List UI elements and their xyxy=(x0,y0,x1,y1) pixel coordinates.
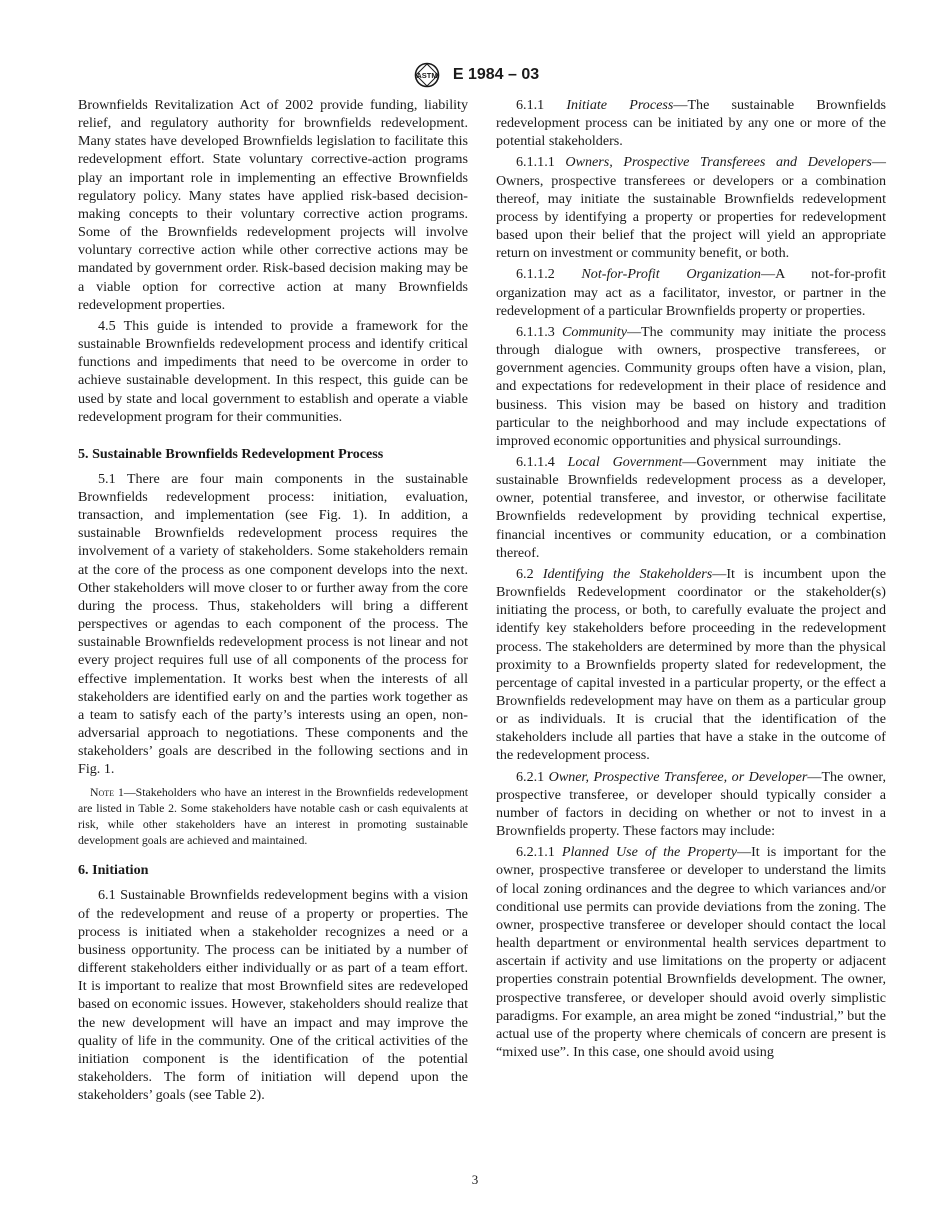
clause-title: Owners, Prospective Transferees and Developers xyxy=(565,154,872,171)
paragraph-6-1-1-3 xyxy=(496,323,886,450)
clause-text: —It is important for the owner, prospective transferee or developer to understand the limits of local zoning ordinances and the degree to which variances and/or conditional use permits can provide deviations from the zoning. The owner, prospective transferee or developer should contact the local health department or environmental health services department to ascertain if activity and use limitations on the property or adjacent properties constrain potential Brownfields development. The owner, prospective transferee, or developer should avoid overly simplistic paradigms. For example, an area might be zoned “industrial,” but the actual use of the property where chemicals of concern are present is “mixed use”. In this case, one should avoid using xyxy=(496,844,886,1060)
note-1-label: Note 1 xyxy=(90,785,124,800)
clause-number: 6.1.1.2 xyxy=(516,266,555,283)
paragraph-4-4-continued: Brownfields Revitalization Act of 2002 provide funding, liability relief, and regulatory authority for brownfields redevelopment. Many states have developed Brownfields legislation to facilitate this redevelopment effort. State voluntary corrective-action programs play an important role in implementing an effective Brownfields regulatory policy. Many states have applied risk-based decision-making concepts to their voluntary corrective action programs. Some of the Brownfields redevelopment projects will involve voluntary corrective action while other corrective actions may be mandated by government order. Risk-based decision making may be a viable option for corrective action at many Brownfields redevelopment properties. xyxy=(78,97,468,313)
clause-text: —It is incumbent upon the Brownfields Redevelopment coordinator or the stakeholder(s) initiating the process, or both, to carefully evaluate the project and identify key stakeholders before proceeding in the redevelopment process. The stakeholders are determined by more than the physical proximity to a Brownfields property slated for redevelopment, the percentage of capital invested in a particular property, or the effect a Brownfields redevelopment may have on them as a particular group or as individuals. It is crucial that the identification of the stakeholders include all parties that have a stake in the outcome of the redevelopment process. xyxy=(496,565,886,764)
clause-number: 6.1.1.4 xyxy=(516,453,555,470)
paragraph-6-1-1-2 xyxy=(496,265,886,319)
paragraph-6-2 xyxy=(496,565,886,765)
astm-logo-text: ASTM xyxy=(416,71,438,80)
section-6-heading: 6. Initiation xyxy=(78,862,149,879)
right-column xyxy=(496,96,886,1064)
left-column xyxy=(78,96,468,1107)
clause-number: 6.2.1 xyxy=(516,768,545,785)
paragraph-5-1: 5.1 There are four main components in the sustainable Brownfields redevelopment process: initiation, evaluation, transaction, and implementation (see Fig. 1). In addition, a sustainable Brownfields redevelopment process requires the involvement of a variety of stakeholders. Some stakeholders remain at the core of the process as one component develops into the next. Other stakeholders will move closer to or further away from the core during the process. Thus, stakeholders will bring a different perspectives or agendas to each component of the process. The sustainable Brownfields redevelopment process is not linear and not every project requires full use of all components of the process for effective implementation. It works best when the interests of all stakeholders are identified early on and the parties work together as a team to satisfy each of the party’s interests using an open, non-adversarial approach to negotiations. These components and the stakeholders’ goals are described in the following sections and in Fig. 1. xyxy=(78,470,468,778)
paragraph-6-1: 6.1 Sustainable Brownfields redevelopment begins with a vision of the redevelopment and reuse of a property or properties. The process is initiated when a stakeholder recognizes a need or a business opportunity. The process can be initiated by a number of different stakeholders either individually or as part of a team effort. It is important to realize that most Brownfield sites are redeveloped based on economic issues. However, stakeholders should realize that the new development will have an impact and may improve the quality of life in the community. One of the critical activities of the initiation component is the identification of the potential stakeholders. The form of initiation will depend upon the stakeholders’ goals (see Table 2). xyxy=(78,887,468,1104)
clause-text: —Government may initiate the sustainable Brownfields redevelopment process as a developer, owner, potential transferee, and investor, or otherwise facilitate Brownfields redevelopment by providing technical expertise, financial incentives or community education, or a combination thereof. xyxy=(496,453,886,561)
clause-text: —The community may initiate the process through dialogue with owners, prospective transferees, or government agencies. Community groups often have a vision, plan, and expectations for redevelopment in their place of residence and business. This vision may be based on history and tradition particular to the neighborhood and may include expectations of improved economic opportunities and physical surroundings. xyxy=(496,323,886,449)
page-number: 3 xyxy=(471,1172,479,1187)
clause-title: Local Government xyxy=(567,453,683,470)
clause-text: —The sustainable Brownfields redevelopment process can be initiated by any one or more of the potential stakeholders. xyxy=(496,97,886,150)
clause-number: 6.1.1.3 xyxy=(516,323,555,340)
clause-title: Initiate Process xyxy=(566,97,674,113)
clause-title: Not-for-Profit Organization xyxy=(581,266,761,283)
clause-title: Owner, Prospective Transferee, or Developer xyxy=(548,768,808,785)
clause-title: Planned Use of the Property xyxy=(561,844,737,861)
paragraph-6-2-1-1 xyxy=(496,843,886,1061)
clause-number: 6.1.1 xyxy=(516,97,545,113)
clause-number: 6.2.1.1 xyxy=(516,844,555,861)
paragraph-6-1-1-1 xyxy=(496,153,886,262)
clause-title: Identifying the Stakeholders xyxy=(542,565,713,582)
clause-text: —The owner, prospective transferee, or developer should typically consider a number of factors in deciding on whether or not to invest in a Brownfields property. These factors may include: xyxy=(496,768,886,840)
clause-number: 6.1.1.1 xyxy=(516,154,555,171)
astm-logo-icon xyxy=(411,62,443,88)
document-designation: E 1984 – 03 xyxy=(452,66,540,83)
clause-text: —A not-for-profit organization may act as a facilitator, investor, or partner in the redevelopment of a particular Brownfields property or properties. xyxy=(496,266,886,319)
page-header xyxy=(0,62,950,88)
clause-title: Community xyxy=(561,323,627,340)
note-1 xyxy=(78,784,468,848)
paragraph-6-1-1-4 xyxy=(496,453,886,562)
clause-text: —Owners, prospective transferees or developers or a combination thereof, may initiate the sustainable Brownfields redevelopment process by identifying a property or properties for redevelopment based upon their belief that the project will yield an appropriate return on investment or community benefit, or both. xyxy=(496,154,886,262)
paragraph-4-5: 4.5 This guide is intended to provide a framework for the sustainable Brownfields redevelopment process and identify critical functions and impediments that need to be overcome in order to achieve sustainable development. In this respect, this guide can be used by state and local government to establish and operate a viable redevelopment program for their communities. xyxy=(78,317,468,425)
paragraph-6-1-1 xyxy=(496,96,886,150)
section-5-heading: 5. Sustainable Brownfields Redevelopment Process xyxy=(78,445,384,462)
paragraph-6-2-1 xyxy=(496,768,886,841)
note-1-text: —Stakeholders who have an interest in the Brownfields redevelopment are listed in Table 2. Some stakeholders have notable cash or cash equivalents at risk, while other stakeholders have an interest in promoting sustainable development goals are achieved and maintained. xyxy=(78,785,468,848)
clause-number: 6.2 xyxy=(516,565,534,582)
